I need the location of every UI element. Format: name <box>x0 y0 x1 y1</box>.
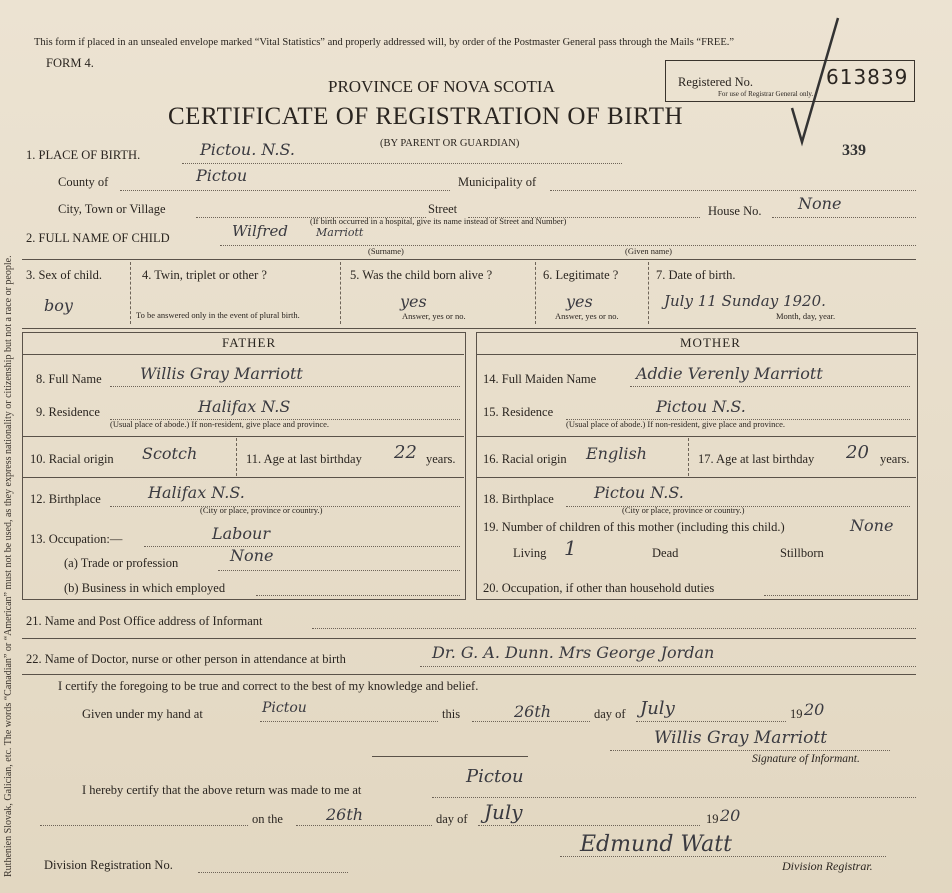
given-dayof-label: day of <box>594 707 626 721</box>
return-day-value: 26th <box>326 805 364 824</box>
father-racial-value: Scotch <box>142 444 198 463</box>
doctor-label: 22. Name of Doctor, nurse or other person in attendance at birth <box>26 652 346 666</box>
given-month-value: July <box>640 698 675 719</box>
place-of-birth-value: Pictou. N.S. <box>200 140 295 159</box>
alive-value: yes <box>400 292 427 311</box>
father-racial-label: 10. Racial origin <box>30 452 114 466</box>
father-trade-label: (a) Trade or profession <box>64 556 179 570</box>
father-residence-value: Halifax N.S <box>198 397 291 416</box>
mother-children-label: 19. Number of children of this mother (including this child.) <box>483 520 785 534</box>
given-day-value: 26th <box>514 702 552 721</box>
mother-birthplace-value: Pictou N.S. <box>594 483 684 502</box>
division-registrar-caption: Division Registrar. <box>782 859 873 873</box>
father-years-label: years. <box>426 452 456 466</box>
stillborn-label: Stillborn <box>780 546 824 560</box>
house-value: None <box>798 194 842 213</box>
registrar-signature: Edmund Watt <box>580 832 732 857</box>
mother-years-label: years. <box>880 452 910 466</box>
informant-signature-caption: Signature of Informant. <box>752 753 860 765</box>
place-of-birth-label: 1. PLACE OF BIRTH. <box>26 148 141 162</box>
certify-text: I certify the foregoing to be true and correct to the best of my knowledge and belief. <box>58 679 479 693</box>
street-note: (If birth occurred in a hospital, give its name instead of Street and Number) <box>310 216 567 226</box>
return-month-value: July <box>484 800 523 824</box>
father-birthplace-label: 12. Birthplace <box>30 492 101 506</box>
registered-box <box>665 60 915 102</box>
mother-residence-note: (Usual place of abode.) If non-resident, give place and province. <box>566 419 786 429</box>
house-label: House No. <box>708 204 762 218</box>
mother-birthplace-label: 18. Birthplace <box>483 492 554 506</box>
mother-racial-value: English <box>586 444 647 463</box>
legit-value: yes <box>566 292 593 311</box>
county-value: Pictou <box>196 166 248 185</box>
father-occupation-label: 13. Occupation:— <box>30 532 123 546</box>
stamp-number: 339 <box>842 142 866 159</box>
street-label: Street <box>428 202 458 216</box>
mother-age-label: 17. Age at last birthday <box>698 452 815 466</box>
child-name-label: 2. FULL NAME OF CHILD <box>26 231 170 245</box>
father-name-label: 8. Full Name <box>36 372 102 386</box>
living-value: 1 <box>564 536 577 560</box>
father-age-value: 22 <box>394 442 417 463</box>
dob-value: July 11 Sunday 1920. <box>664 292 826 310</box>
municipality-label: Municipality of <box>458 175 537 189</box>
mother-racial-label: 16. Racial origin <box>483 452 567 466</box>
registered-note: For use of Registrar General only. <box>718 90 814 98</box>
dob-note: Month, day, year. <box>776 311 836 321</box>
doctor-value: Dr. G. A. Dunn. Mrs George Jordan <box>432 643 715 662</box>
mother-children-value: None <box>850 516 894 535</box>
sidebar-note: Ruthenien Slovak, Galician, etc. The words “Canadian” or “American” must not be used, as they express nationality or citizenship but not a race or people. <box>3 255 14 877</box>
given-at-label: Given under my hand at <box>82 707 203 721</box>
mother-residence-value: Pictou N.S. <box>656 397 746 416</box>
father-name-value: Willis Gray Marriott <box>140 364 303 383</box>
child-given-name: Marriott <box>316 226 364 239</box>
informant-signature: Willis Gray Marriott <box>654 728 828 748</box>
page-title: CERTIFICATE OF REGISTRATION OF BIRTH <box>168 103 684 130</box>
father-business-label: (b) Business in which employed <box>64 581 226 595</box>
page-subtitle: (BY PARENT OR GUARDIAN) <box>380 138 520 149</box>
return-year-prefix: 19 <box>706 812 719 826</box>
registered-number: 613839 <box>826 65 909 89</box>
alive-label: 5. Was the child born alive ? <box>350 268 493 282</box>
twin-note: To be answered only in the event of plural birth. <box>136 310 300 320</box>
father-residence-label: 9. Residence <box>36 405 100 419</box>
mother-residence-label: 15. Residence <box>483 405 554 419</box>
given-year-value: 20 <box>804 700 825 719</box>
return-place-value: Pictou <box>466 766 524 787</box>
informant-label: 21. Name and Post Office address of Informant <box>26 614 263 628</box>
province-title: PROVINCE OF NOVA SCOTIA <box>328 77 555 96</box>
sex-value: boy <box>44 296 73 315</box>
return-year-value: 20 <box>720 806 741 825</box>
mother-heading: MOTHER <box>680 335 741 350</box>
father-occupation-value: Labour <box>212 524 270 543</box>
mail-notice: This form if placed in an unsealed envelope marked “Vital Statistics” and properly addressed will, by order of the Postmaster General pass through the Mails “FREE.” <box>34 37 735 48</box>
legit-note: Answer, yes or no. <box>555 311 619 321</box>
mother-occupation-label: 20. Occupation, if other than household duties <box>483 581 715 595</box>
mother-name-value: Addie Verenly Marriott <box>636 364 823 383</box>
father-birthplace-value: Halifax N.S. <box>148 483 245 502</box>
father-residence-note: (Usual place of abode.) If non-resident, give place and province. <box>110 419 330 429</box>
surname-note: (Surname) <box>368 246 404 256</box>
dead-label: Dead <box>652 546 679 560</box>
father-age-label: 11. Age at last birthday <box>246 452 362 466</box>
legit-label: 6. Legitimate ? <box>543 268 619 282</box>
living-label: Living <box>513 546 547 560</box>
return-label: I hereby certify that the above return was made to me at <box>82 783 362 797</box>
alive-note: Answer, yes or no. <box>402 311 466 321</box>
father-heading: FATHER <box>222 335 277 350</box>
given-year-prefix: 19 <box>790 707 803 721</box>
given-place-value: Pictou <box>262 700 307 716</box>
given-note: (Given name) <box>625 246 672 256</box>
form-number: FORM 4. <box>46 56 94 70</box>
city-label: City, Town or Village <box>58 202 166 216</box>
mother-birthplace-note: (City or place, province or country.) <box>622 505 745 515</box>
return-on-label: on the <box>252 812 283 826</box>
mother-age-value: 20 <box>846 442 869 463</box>
child-surname: Wilfred <box>232 222 288 240</box>
twin-label: 4. Twin, triplet or other ? <box>142 268 267 282</box>
given-this-label: this <box>442 707 461 721</box>
registered-label: Registered No. <box>678 75 753 89</box>
father-trade-value: None <box>230 546 274 565</box>
mother-name-label: 14. Full Maiden Name <box>483 372 597 386</box>
division-registration-label: Division Registration No. <box>44 858 173 872</box>
return-dayof-label: day of <box>436 812 468 826</box>
sex-label: 3. Sex of child. <box>26 268 103 282</box>
father-birthplace-note: (City or place, province or country.) <box>200 505 323 515</box>
county-label: County of <box>58 175 109 189</box>
dob-label: 7. Date of birth. <box>656 268 736 282</box>
